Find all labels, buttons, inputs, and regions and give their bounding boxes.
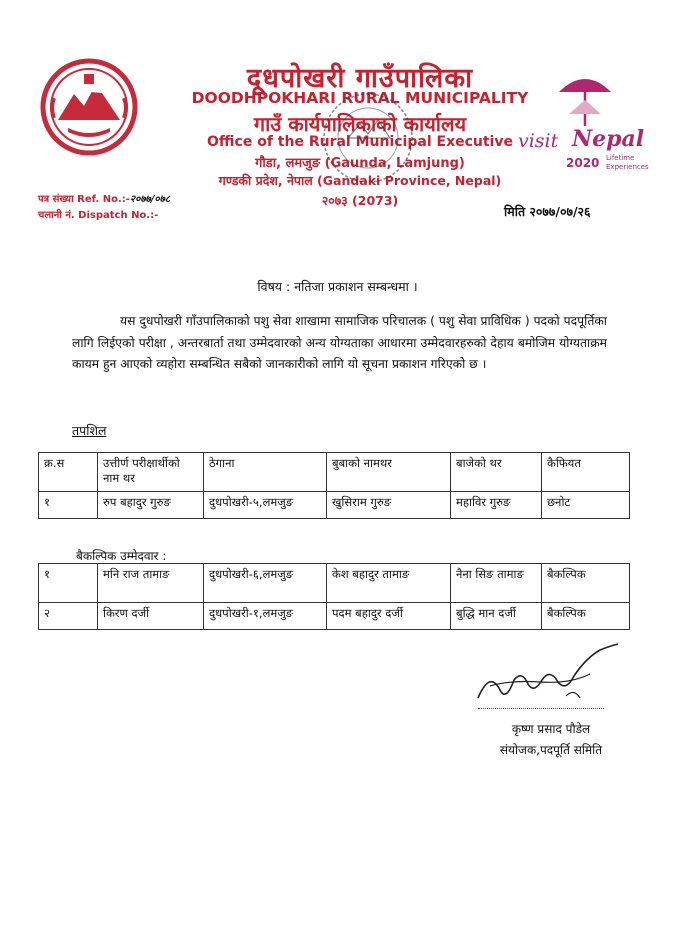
table-cell: दुधपोखरी-६,लमजुङ xyxy=(204,564,327,603)
tagline-lifetime: Lifetime xyxy=(606,154,635,162)
signatory-name: कृष्ण प्रसाद पौडेल xyxy=(511,722,591,736)
letter-body: यस दुधपोखरी गाँउपालिकाको पशु सेवा शाखामा सामाजिक परिचालक ( पशु सेवा प्राविधिक ) पदको पदपूर्तिका लागि लिईएको परीक्षा , अन्तरबार्ता तथा उम्मेदवारको अन्य योग्यताका आधारमा उम्मेदवारहरुको देहाय बमोजिम योग्यताक्रम कायम हुन आएको व्यहोरा सम्बन्धित सबैको जानकारीको लागि यो सूचना प्रकाशन गरिएको छ । xyxy=(72,314,607,371)
header-cell: बुबाको नामथर xyxy=(327,453,451,492)
dispatch-number-line xyxy=(38,207,158,221)
signature-line xyxy=(478,708,604,709)
table-cell: बैकल्पिक xyxy=(542,564,630,603)
ref-number-line xyxy=(38,191,170,205)
year-text: 2020 xyxy=(566,156,600,170)
visit-text: visit xyxy=(518,130,559,152)
table-cell: १ xyxy=(39,492,98,519)
header-cell: उत्तीर्ण परीक्षार्थीको नाम थर xyxy=(98,453,204,492)
header-cell: कैफियत xyxy=(542,453,630,492)
table-cell: पदम बहादुर दर्जी xyxy=(327,603,451,630)
table-row xyxy=(39,492,630,519)
table-cell: बैकल्पिक xyxy=(542,603,630,630)
ref-label: पत्र संख्या Ref. No.:- xyxy=(38,194,130,205)
header-cell: ठेगाना xyxy=(204,453,327,492)
table-cell: दुधपोखरी-५,लमजुङ xyxy=(204,492,327,519)
header-cell: बाजेको थर xyxy=(451,453,542,492)
table-cell: छनोट xyxy=(542,492,630,519)
letter-date: मिति २०७७/०७/२६ xyxy=(504,204,591,219)
office-stamp xyxy=(318,88,418,188)
tagline-experiences: Experiences xyxy=(606,163,649,171)
details-heading: तपशिल xyxy=(72,423,107,438)
table-cell: खुसिराम गुरुङ xyxy=(327,492,451,519)
letter-subject: विषय : नतिजा प्रकाशन सम्बन्धमा । xyxy=(257,279,418,294)
established-year: २०७३ (2073) xyxy=(321,193,399,208)
table-cell: महाविर गुरुङ xyxy=(451,492,542,519)
table-cell: दुधपोखरी-१,लमजुङ xyxy=(204,603,327,630)
ref-value: २०७७/०७८ xyxy=(129,194,170,205)
alternate-candidates-label: बैकल्पिक उम्मेदवार : xyxy=(76,549,167,563)
visit-nepal-logo xyxy=(510,70,660,180)
signatory-role: संयोजक,पदपूर्ति समिति xyxy=(499,743,603,757)
table-cell: मनि राज तामाङ xyxy=(98,564,204,603)
table-cell: केश बहादुर तामाङ xyxy=(327,564,451,603)
municipality-title-english: DOODHPOKHARI RURAL MUNICIPALITY xyxy=(191,89,529,107)
municipality-title-nepali: दूधपोखरी गाउँपालिका xyxy=(246,63,474,94)
location-line-1: गौडा, लमजुङ (Gaunda, Lamjung) xyxy=(255,156,465,171)
office-title-nepali: गाउँ कार्यपालिकाको कार्यालय xyxy=(253,112,467,136)
table-cell: किरण दर्जी xyxy=(98,603,204,630)
dispatch-label: चलानी नं. Dispatch No.:- xyxy=(38,210,159,221)
header-cell: क्र.स xyxy=(39,453,98,492)
municipality-emblem xyxy=(40,58,138,156)
umbrella-icon xyxy=(555,70,615,130)
nepal-text: Nepal xyxy=(572,126,645,152)
table-header-row xyxy=(39,453,630,492)
results-table xyxy=(38,452,630,519)
table-cell: नैना सिङ तामाङ xyxy=(451,564,542,603)
table-row xyxy=(39,603,630,630)
signature-mark xyxy=(470,640,630,710)
table-cell: २ xyxy=(39,603,98,630)
table-row xyxy=(39,564,630,603)
table-cell: बुद्धि मान दर्जी xyxy=(451,603,542,630)
table-cell: १ xyxy=(39,564,98,603)
table-cell: रुप बहादुर गुरुङ xyxy=(98,492,204,519)
location-line-2: गण्डकी प्रदेश, नेपाल (Gandaki Province, Nepal) xyxy=(218,173,502,188)
alternate-table xyxy=(38,563,630,630)
office-title-english: Office of the Rural Municipal Executive xyxy=(207,134,513,150)
